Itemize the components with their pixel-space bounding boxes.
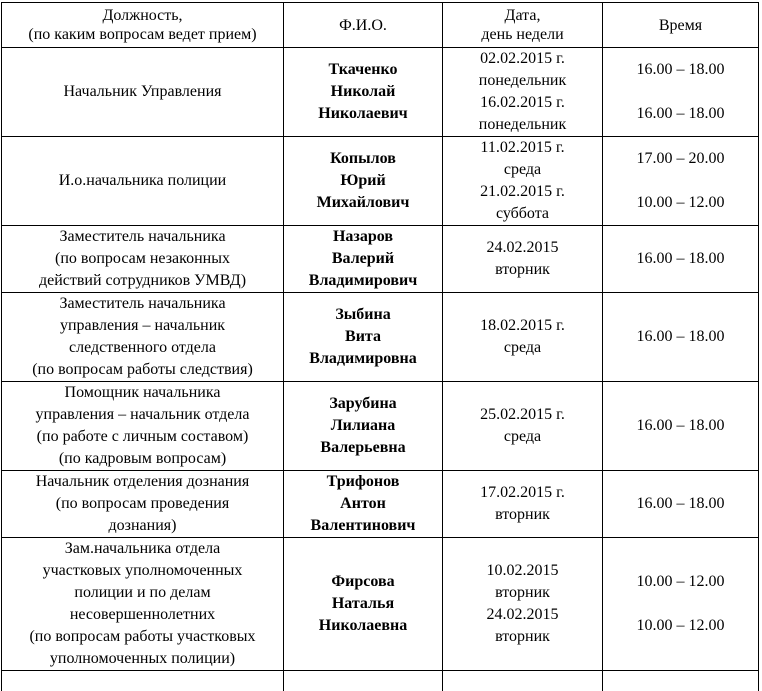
position-line: действий сотрудников УМВД) (38, 272, 247, 289)
name-line: Наталья (331, 595, 395, 612)
time-cell (603, 471, 759, 538)
time-cell (603, 137, 759, 226)
name-line: Николай (330, 83, 396, 100)
name-line: Валерьевна (320, 439, 406, 456)
date-cell (443, 226, 603, 293)
position-line: следственного отдела (69, 339, 216, 356)
position-cell (2, 137, 284, 226)
date-line: 02.02.2015 г. (480, 50, 565, 67)
table-row (2, 538, 759, 671)
date-line: понедельник (478, 116, 567, 133)
empty-cell (2, 671, 284, 691)
header-date-line: день недели (481, 26, 564, 43)
time-line: 17.00 – 20.00 (636, 150, 725, 167)
position-line: управления – начальник (59, 317, 226, 334)
table-row-empty (2, 671, 759, 691)
name-cell (284, 382, 443, 471)
position-line: Начальник Управления (63, 83, 222, 100)
name-cell (284, 293, 443, 382)
position-line: (по вопросам работы следствия) (32, 361, 253, 378)
schedule-body (2, 48, 759, 691)
time-cell (603, 48, 759, 137)
table-row (2, 137, 759, 226)
position-cell (2, 471, 284, 538)
name-line: Фирсова (331, 573, 395, 590)
position-line: Начальник отделения дознания (35, 473, 250, 490)
position-line: (по кадровым вопросам) (58, 450, 227, 467)
position-cell (2, 226, 284, 293)
date-line: 17.02.2015 г. (480, 484, 565, 501)
name-line: Михайлович (316, 194, 410, 211)
date-line: 24.02.2015 (486, 606, 559, 623)
position-line: (по вопросам работы участковых (29, 628, 256, 645)
name-line: Зыбина (335, 306, 391, 323)
date-line: суббота (495, 205, 550, 222)
date-line: вторник (495, 261, 550, 278)
spacer (606, 81, 755, 103)
position-cell (2, 382, 284, 471)
table-row (2, 471, 759, 538)
empty-cell (603, 671, 759, 691)
time-line: 10.00 – 12.00 (636, 617, 725, 634)
spacer (606, 170, 755, 192)
time-cell (603, 382, 759, 471)
time-line: 10.00 – 12.00 (636, 194, 725, 211)
header-position-line: Должность, (102, 7, 183, 24)
position-cell (2, 48, 284, 137)
name-line: Антон (340, 495, 386, 512)
date-cell (443, 382, 603, 471)
table-row (2, 226, 759, 293)
time-line: 10.00 – 12.00 (636, 573, 725, 590)
name-line: Лилиана (330, 417, 396, 434)
date-cell (443, 471, 603, 538)
table-row (2, 48, 759, 137)
name-line: Николаевич (318, 105, 408, 122)
time-line: 16.00 – 18.00 (636, 417, 725, 434)
empty-cell (443, 671, 603, 691)
time-cell (603, 293, 759, 382)
date-line: 11.02.2015 г. (480, 139, 565, 156)
position-line: управления – начальник отдела (35, 406, 250, 423)
date-line: вторник (495, 584, 550, 601)
name-line: Копылов (330, 150, 396, 167)
date-line: 21.02.2015 г. (480, 183, 565, 200)
name-cell (284, 137, 443, 226)
spacer (606, 593, 755, 615)
date-line: понедельник (478, 72, 567, 89)
header-date-line: Дата, (504, 7, 541, 24)
date-line: вторник (495, 628, 550, 645)
time-cell (603, 538, 759, 671)
reception-schedule-table (1, 2, 759, 691)
header-row (2, 3, 759, 48)
name-line: Николаевна (318, 617, 408, 634)
date-line: 25.02.2015 г. (480, 406, 565, 423)
name-cell (284, 471, 443, 538)
date-cell (443, 48, 603, 137)
position-line: И.о.начальника полиции (58, 172, 227, 189)
empty-cell (284, 671, 443, 691)
date-line: 24.02.2015 (486, 239, 559, 256)
position-line: несовершеннолетних (69, 606, 216, 623)
position-line: Заместитель начальника (59, 295, 226, 312)
position-line: Помощник начальника (64, 384, 221, 401)
date-line: среда (503, 428, 542, 445)
table-row (2, 293, 759, 382)
date-line: среда (503, 161, 542, 178)
date-line: вторник (495, 506, 550, 523)
name-line: Вита (345, 328, 381, 345)
header-date (443, 3, 603, 48)
position-line: Зам.начальника отдела (64, 540, 221, 557)
name-line: Владимирович (308, 272, 418, 289)
position-line: уполномоченных полиции) (49, 650, 236, 667)
name-line: Юрий (340, 172, 386, 189)
name-line: Валерий (331, 250, 395, 267)
time-line: 16.00 – 18.00 (636, 250, 725, 267)
position-line: участковых уполномоченных (42, 562, 243, 579)
header-name: Ф.И.О. (284, 3, 443, 48)
date-line: 10.02.2015 (486, 562, 559, 579)
header-position (2, 3, 284, 48)
position-line: (по работе с личным составом) (36, 428, 249, 445)
time-cell (603, 226, 759, 293)
position-line: полиции и по делам (74, 584, 211, 601)
header-time: Время (603, 3, 759, 48)
date-cell (443, 137, 603, 226)
name-line: Назаров (332, 228, 393, 245)
time-line: 16.00 – 18.00 (636, 105, 725, 122)
date-cell (443, 538, 603, 671)
date-line: среда (503, 339, 542, 356)
time-line: 16.00 – 18.00 (636, 328, 725, 345)
date-line: 18.02.2015 г. (480, 317, 565, 334)
name-line: Трифонов (326, 473, 400, 490)
time-line: 16.00 – 18.00 (636, 495, 725, 512)
position-line: (по вопросам незаконных (55, 250, 230, 267)
time-line: 16.00 – 18.00 (636, 61, 725, 78)
name-cell (284, 538, 443, 671)
name-line: Ткаченко (328, 61, 398, 78)
position-cell (2, 293, 284, 382)
position-cell (2, 538, 284, 671)
position-line: (по вопросам проведения (55, 495, 230, 512)
table-row (2, 382, 759, 471)
name-cell (284, 226, 443, 293)
date-line: 16.02.2015 г. (480, 94, 565, 111)
name-line: Валентинович (310, 517, 416, 534)
position-line: Заместитель начальника (59, 228, 226, 245)
header-position-line: (по каким вопросам ведет прием) (28, 26, 257, 43)
date-cell (443, 293, 603, 382)
position-line: дознания) (108, 517, 177, 534)
name-cell (284, 48, 443, 137)
name-line: Зарубина (329, 395, 397, 412)
name-line: Владимировна (309, 350, 417, 367)
